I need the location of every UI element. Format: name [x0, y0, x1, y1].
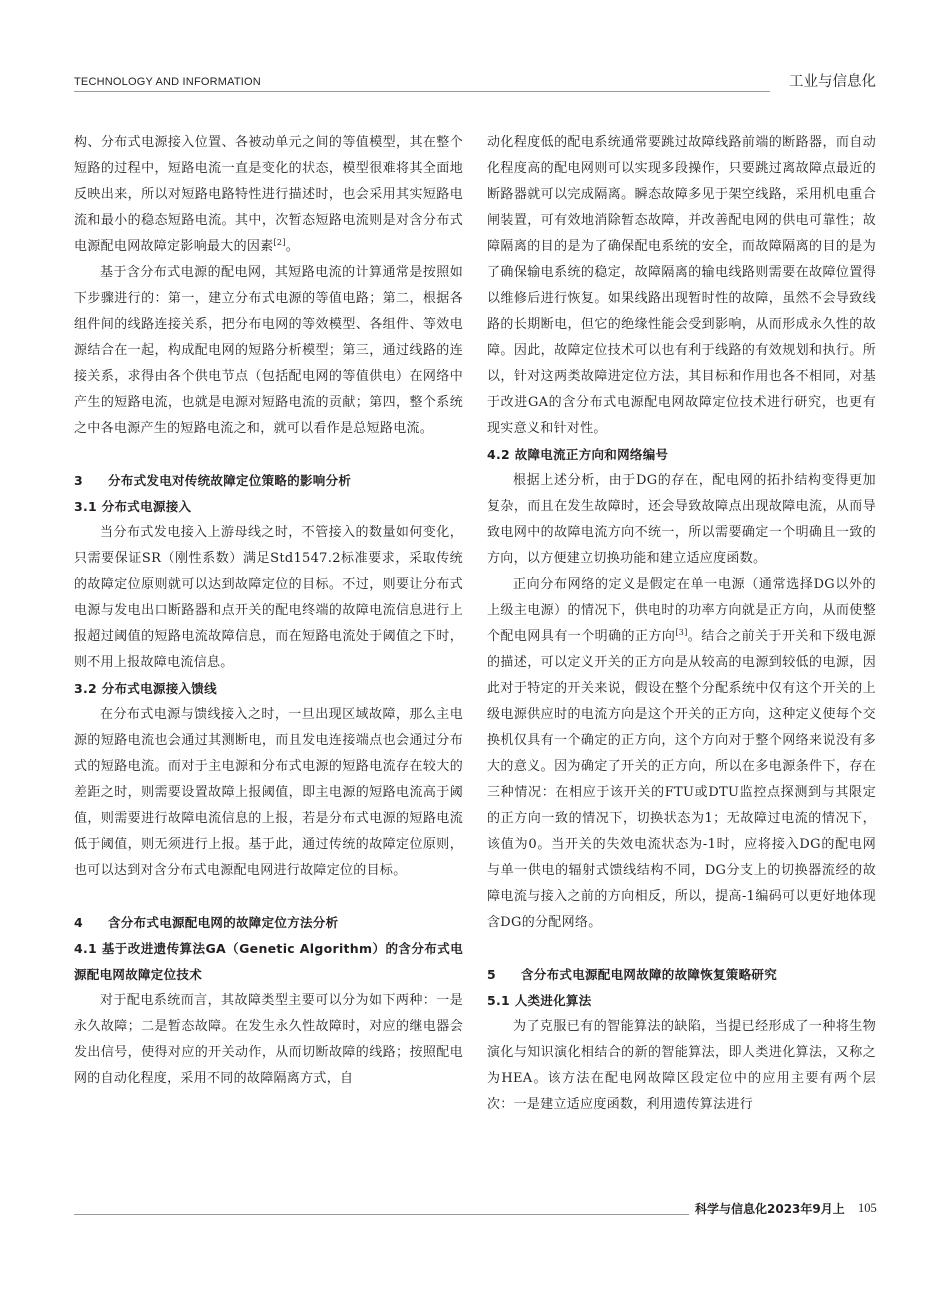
- running-header-chinese: 工业与信息化: [789, 74, 876, 90]
- paragraph: 基于含分布式电源的配电网，其短路电流的计算通常是按照如下步骤进行的：第一，建立分布式电源的等值电路；第二，根据各组件间的线路连接关系，把分布电网的等效模型、各组件、等效电源结合在一起，构成配电网的短路分析模型；第三，通过线路的连接关系，求得由各个供电节点（包括配电网的等值供电）在网络中产生的短路电流，也就是电源对短路电流的贡献；第四，整个系统之中各电源产生的短路电流之和，就可以看作是总短路电流。: [74, 265, 463, 436]
- section-heading-3: 3 分布式发电对传统故障定位策略的影响分析: [74, 473, 352, 488]
- left-column: [74, 130, 463, 1092]
- citation: [2]: [273, 238, 286, 247]
- citation: [3]: [675, 628, 688, 637]
- paragraph: 当分布式发电接入上游母线之时，不管接入的数量如何变化，只需要保证SR（刚性系数）满足Std1547.2标准要求，采取传统的故障定位原则就可以达到故障定位的目标。不过，则要让分布式电源与发电出口断路器和点开关的配电终端的故障电流信息进行上报超过阈值的短路电流故障信息，而在短路电流处于阈值之下时，则不用上报故障电流信息。: [74, 525, 463, 670]
- paragraph: 动化程度低的配电系统通常要跳过故障线路前端的断路器，而自动化程度高的配电网则可以实现多段操作，只要跳过离故障点最近的断路器就可以完成隔离。瞬态故障多见于架空线路，采用机电重合闸装置，可有效地消除暂态故障，并改善配电网的供电可靠性；故障隔离的目的是为了确保配电系统的安全，而故障隔离的目的是为了确保输电系统的稳定，故障隔离的输电线路则需要在故障位置得以维修后进行恢复。如果线路出现暂时性的故障，虽然不会导致线路的长期断电，但它的绝缘性能会受到影响，从而形成永久性的故障。因此，故障定位技术可以也有利于线路的有效规划和执行。所以，针对这两类故障进定位方法，其目标和作用也各不相同，对基于改进GA的含分布式电源配电网故障定位技术进行研究，也更有现实意义和针对性。: [487, 135, 876, 436]
- right-column: [487, 130, 876, 1118]
- paragraph: 构、分布式电源接入位置、各被动单元之间的等值模型，其在整个短路的过程中，短路电流一直是变化的状态，模型很难将其全面地反映出来，所以对短路电路特性进行描述时，也会采用其实短路电流和最小的稳态短路电流。其中，次暂态短路电流则是对含分布式电源配电网故障定影响最大的因素[2]。: [74, 135, 463, 254]
- subsection-heading-4-1: 4.1 基于改进遗传算法GA（Genetic Algorithm）的含分布式电源配电网故障定位技术: [74, 941, 463, 982]
- paragraph: 对于配电系统而言，其故障类型主要可以分为如下两种：一是永久故障；二是暂态故障。在发生永久性故障时，对应的继电器会发出信号，使得对应的开关动作，从而切断故障的线路；按照配电网的自动化程度，采用不同的故障隔离方式，自: [74, 993, 463, 1086]
- subsection-heading-4-2: 4.2 故障电流正方向和网络编号: [487, 447, 669, 462]
- paragraph: 正向分布网络的定义是假定在单一电源（通常选择DG以外的上级主电源）的情况下，供电时的功率方向就是正方向，从而使整个配电网具有一个明确的正方向[3]。结合之前关于开关和下级电源的描述，可以定义开关的正方向是从较高的电源到较低的电源，因此对于特定的开关来说，假设在整个分配系统中仅有这个开关的上级电源供应时的电流方向是这个开关的正方向，这种定义使每个交换机仅具有一个确定的正方向，这个方向对于整个网络来说没有多大的意义。因为确定了开关的正方向，所以在多电源条件下，存在三种情况：在相应于该开关的FTU或DTU监控点探测到与其限定的正方向一致的情况下，切换状态为1；无故障过电流的情况下，该值为0。当开关的失效电流状态为-1时，应将接入DG的配电网与单一供电的辐射式馈线结构不同，DG分支上的切换器流经的故障电流与接入之前的方向相反，所以，提高-1编码可以更好地体现含DG的分配网络。: [487, 577, 877, 930]
- footer-rule: [74, 1214, 689, 1215]
- subsection-heading-3-1: 3.1 分布式电源接入: [74, 499, 192, 514]
- journal-issue: 科学与信息化2023年9月上: [695, 1202, 845, 1216]
- header-rule: [74, 91, 770, 92]
- page-number: 105: [858, 1201, 877, 1215]
- subsection-heading-3-2: 3.2 分布式电源接入馈线: [74, 681, 217, 696]
- paragraph: 在分布式电源与馈线接入之时，一旦出现区域故障，那么主电源的短路电流也会通过其测断电，而且发电连接端点也会通过分布式的短路电流。而对于主电源和分布式电源的短路电流存在较大的差距之时，则需要设置故障上报阈值，即主电源的短路电流高于阈值，则需要进行故障电流信息的上报，若是分布式电源的短路电流低于阈值，则无须进行上报。基于此，通过传统的故障定位原则，也可以达到对含分布式电源配电网进行故障定位的目标。: [74, 707, 463, 878]
- running-header-english: TECHNOLOGY AND INFORMATION: [74, 76, 261, 88]
- section-heading-5: 5 含分布式电源配电网故障的故障恢复策略研究: [487, 967, 778, 982]
- subsection-heading-5-1: 5.1 人类进化算法: [487, 993, 592, 1008]
- paragraph: 为了克服已有的智能算法的缺陷，当提已经形成了一种将生物演化与知识演化相结合的新的智能算法，即人类进化算法，又称之为HEA。该方法在配电网故障区段定位中的应用主要有两个层次：一是建立适应度函数，利用遗传算法进行: [487, 1019, 876, 1112]
- section-heading-4: 4 含分布式电源配电网的故障定位方法分析: [74, 915, 339, 930]
- paragraph: 根据上述分析，由于DG的存在，配电网的拓扑结构变得更加复杂，而且在发生故障时，还会导致故障点出现故障电流，从而导致电网中的故障电流方向不统一，所以需要确定一个明确且一致的方向，以方便建立切换功能和建立适应度函数。: [487, 473, 876, 566]
